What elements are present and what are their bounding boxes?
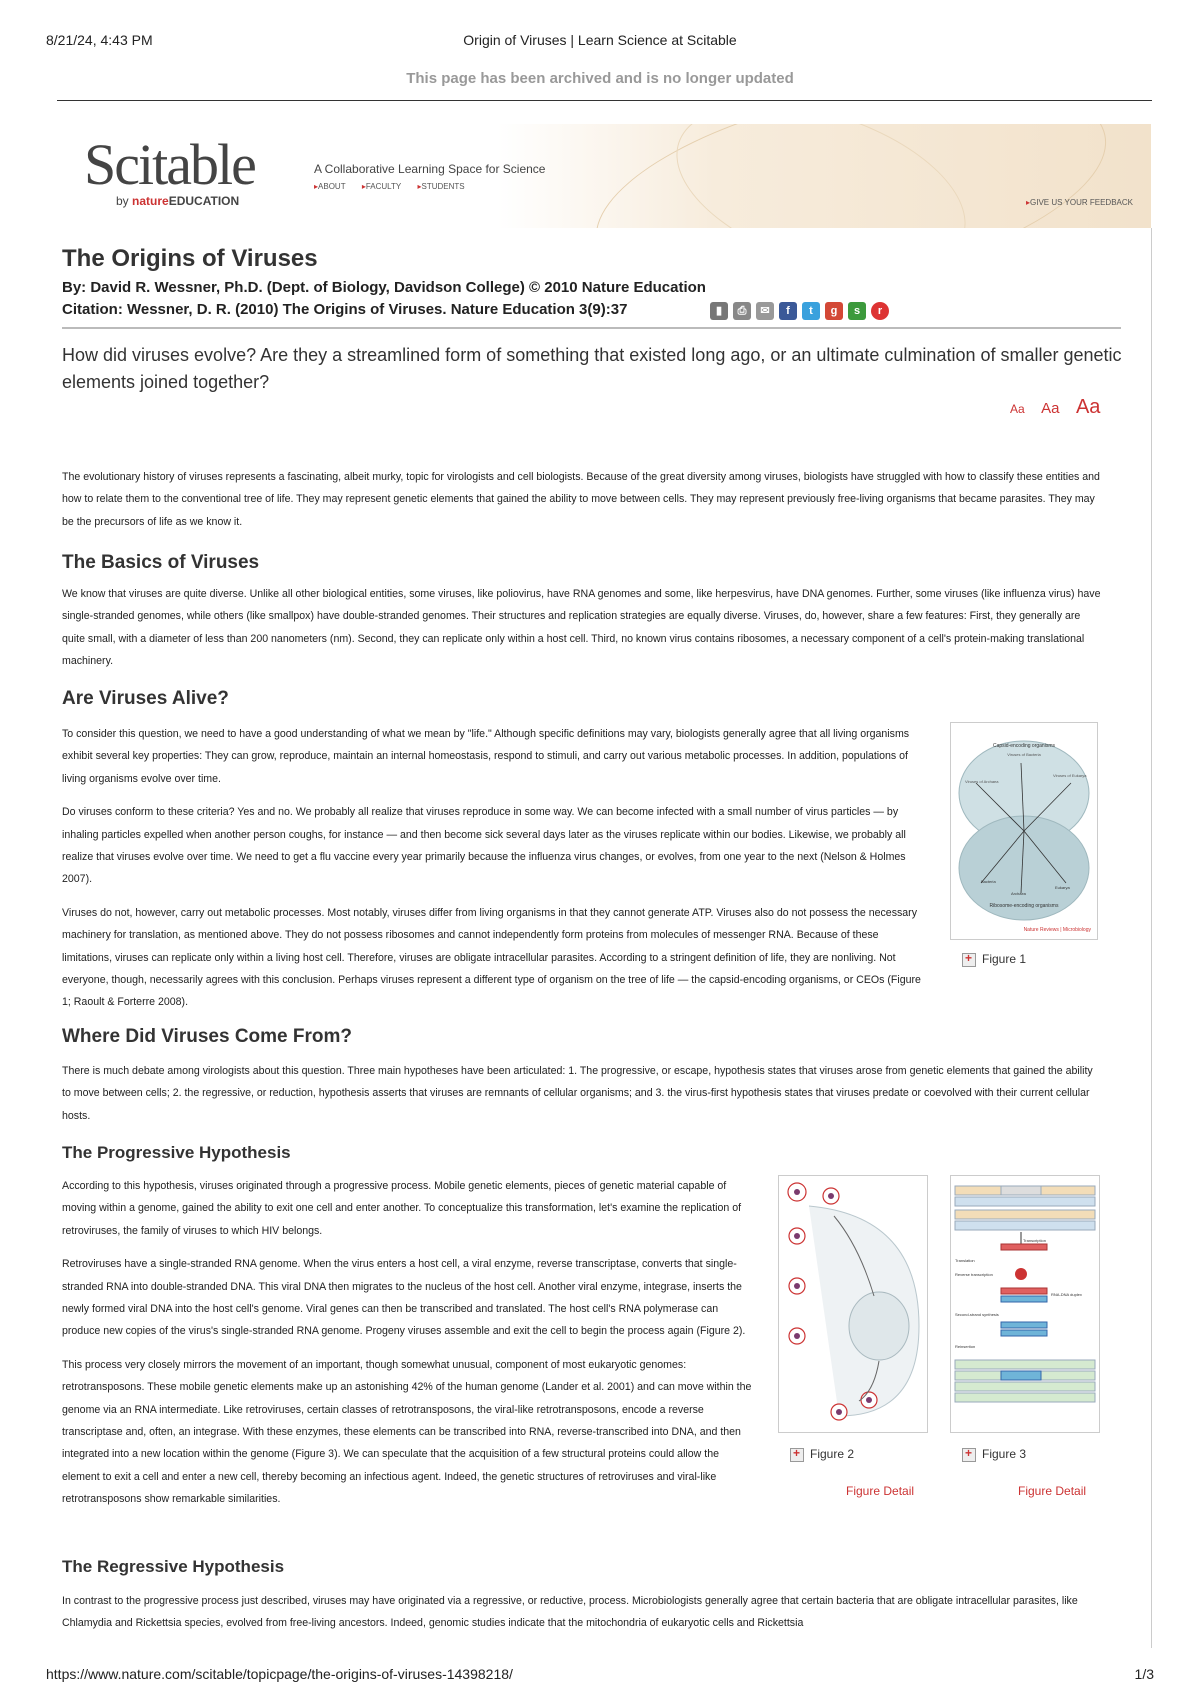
text-size-large[interactable]: Aa [1075, 396, 1101, 418]
print-date: 8/21/24, 4:43 PM [46, 32, 153, 48]
genome-strands-bottom [955, 1360, 1095, 1402]
step-label: Second-strand synthesis [955, 1312, 999, 1317]
figure-1-diagram [951, 723, 1097, 939]
reddit-icon[interactable]: r [871, 302, 889, 320]
feedback-link[interactable]: ▸ GIVE US YOUR FEEDBACK [1026, 198, 1133, 207]
virus-label: Viruses of Eukarya [1053, 773, 1087, 778]
section-heading: Are Viruses Alive? [62, 688, 229, 709]
paragraph: We know that viruses are quite diverse. Unlike all other biological entities, some viruses, like poliovirus, have RNA genomes and some, like herpesvirus, have DNA genomes. Further, some viruses (like influenza virus) have single-stranded genomes, while others (like smallpox) have double-stranded genomes. Their structures and replication strategies are equally diverse. Viruses, do, however, share a few features: First, they generally are quite small, with a diameter of less than 200 nanometers (nm). Second, they can replicate only within a host cell. Third, no known virus contains ribosomes, a necessary component of a cell's protein-making translational machinery. [62, 588, 1101, 668]
figure-3-thumbnail[interactable] [950, 1175, 1100, 1433]
stumbleupon-icon[interactable]: s [848, 302, 866, 320]
citation: Citation: Wessner, D. R. (2010) The Origins of Viruses. Nature Education 3(9):37 [62, 301, 628, 318]
tagline: A Collaborative Learning Space for Science [314, 162, 546, 176]
google-plus-icon[interactable]: g [825, 302, 843, 320]
genome-strands-top [955, 1186, 1095, 1230]
divider [57, 100, 1152, 101]
basics-section [62, 583, 1102, 684]
dna-strand [1001, 1330, 1047, 1336]
nav-students[interactable]: ▸ STUDENTS [417, 182, 464, 191]
text-size-medium[interactable]: Aa [1041, 400, 1060, 417]
article-title: The Origins of Viruses [62, 245, 318, 272]
domain-label: Archaea [1011, 891, 1026, 896]
reverse-transcriptase [1015, 1268, 1027, 1280]
logo-education: EDUCATION [168, 194, 240, 208]
regressive-section [62, 1590, 1102, 1636]
byline: By: David R. Wessner, Ph.D. (Dept. of Biology, Davidson College) © 2010 Nature Education [62, 279, 706, 296]
section-heading: The Regressive Hypothesis [62, 1557, 285, 1576]
paragraph: Do viruses conform to these criteria? Yes and no. We probably all realize that viruses reproduce in some way. We can become infected with a small number of virus particles — by inhaling particles expelled when another person coughs, for instance — and then become sick several days later as the viruses replicate within our bodies. Likewise, we probably all realize that viruses evolve over time. We need to get a flu vaccine every year primarily because the influenza virus changes, or evolves, from one year to the next (Nelson & Holmes 2007). [62, 806, 906, 886]
nucleus [849, 1292, 909, 1360]
figure-label: Figure 1 [982, 952, 1027, 966]
progressive-section [62, 1175, 754, 1522]
logo-nature: nature [132, 194, 169, 208]
virus-label: Viruses of Bacteria [1007, 752, 1041, 757]
step-label: Transcription [1023, 1238, 1046, 1243]
step-label: Reinsertion [955, 1344, 976, 1349]
figure-label: Figure 2 [810, 1447, 855, 1461]
enlarge-icon[interactable] [962, 953, 976, 967]
rna-transcript [1001, 1244, 1047, 1250]
figure-credit: Nature Reviews | Microbiology [1023, 927, 1091, 933]
paragraph: To consider this question, we need to have a good understanding of what we mean by "life." Although specific definitions may vary, biologists generally agree that all living organisms exhibit several key properties: They can grow, reproduce, maintain an internal homeostasis, respond to stimuli, and carry out various metabolic processes. In addition, populations of living organisms evolve over time. [62, 728, 910, 785]
where-section [62, 1060, 1102, 1138]
figure-1-thumbnail[interactable] [950, 722, 1098, 940]
share-toolbar [710, 302, 889, 320]
text-size-small[interactable]: Aa [1010, 402, 1025, 416]
figure-2-diagram [779, 1176, 927, 1432]
enlarge-icon[interactable] [962, 1448, 976, 1462]
paragraph: In contrast to the progressive process just described, viruses may have originated via a regressive, or reductive, process. Microbiologists generally agree that certain bacteria that are obligate intracellular parasites, like Chlamydia and Rickettsia species, evolved from free-living ancestors. Indeed, genomic studies indicate that the mitochondria of eukaryotic cells and Rickettsia [62, 1595, 1078, 1630]
paragraph: This process very closely mirrors the movement of an important, though somewhat unusual, component of most eukaryotic genomes: retrotransposons. These mobile genetic elements make up an astonishing 42% of the human genome (Lander et al. 2001) and can move within the genome via an RNA intermediate. Like retroviruses, certain classes of retrotransposons, the viral-like retrotransposons, encode a reverse transcriptase and, often, an integrase. With these enzymes, these elements can be transcribed into RNA, reverse-transcribed into DNA, and then integrated into a new location within the genome (Figure 3). We can speculate that the acquisition of a few structural proteins could allow the element to exit a cell and enter a new cell, thereby becoming an infectious agent. Indeed, the genetic structures of retroviruses and viral-like retrotransposons show remarkable similarities. [62, 1358, 752, 1506]
figure-3-caption[interactable] [962, 1447, 1026, 1462]
logo-by: by [116, 194, 129, 208]
section-heading: Where Did Viruses Come From? [62, 1026, 352, 1047]
section-heading: The Progressive Hypothesis [62, 1143, 291, 1162]
paragraph: According to this hypothesis, viruses originated through a progressive process. Mobile genetic elements, pieces of genetic material capable of moving within a genome, gained the ability to exit one cell and enter another. To conceptualize this transformation, let's examine the replication of retroviruses, the family of viruses to which HIV belongs. [62, 1180, 742, 1237]
divider [1151, 228, 1152, 1648]
section-heading: The Basics of Viruses [62, 552, 260, 573]
ribosome-label: Ribosome-encoding organisms [989, 903, 1059, 909]
domain-label: Eukarya [1055, 885, 1070, 890]
nav-faculty[interactable]: ▸ FACULTY [362, 182, 401, 191]
figure-1-caption[interactable] [962, 952, 1026, 967]
print-title: Origin of Viruses | Learn Science at Scitable [463, 32, 737, 48]
page-number: 1/3 [1134, 1666, 1154, 1682]
step-label: Reverse transcription [955, 1272, 993, 1277]
archived-notice: This page has been archived and is no longer updated [406, 70, 794, 87]
figure-3-detail-link[interactable]: Figure Detail [1018, 1484, 1087, 1498]
paragraph: Viruses do not, however, carry out metabolic processes. Most notably, viruses differ from living organisms in that they cannot generate ATP. Viruses also do not possess the necessary machinery for translation, as mentioned above. They do not possess ribosomes and cannot independently form proteins from molecules of messenger RNA. Because of these limitations, viruses can replicate only within a living host cell. Therefore, viruses are obligate intracellular parasites. According to a stringent definition of life, they are nonliving. Not everyone, though, necessarily agrees with this conclusion. Perhaps viruses represent a different type of organism on the tree of life — the capsid-encoding organisms, or CEOs (Figure 1; Raoult & Forterre 2008). [62, 906, 921, 1009]
email-icon[interactable]: ✉ [756, 302, 774, 320]
logo-wordmark: Scitable [84, 132, 255, 197]
nav-about[interactable]: ▸ ABOUT [314, 182, 346, 191]
print-header [0, 32, 1200, 52]
site-banner [62, 124, 1151, 228]
logo-byline [116, 194, 255, 208]
figure-label: Figure 3 [982, 1447, 1027, 1461]
step-label: Translation [955, 1258, 975, 1263]
domain-label: Bacteria [981, 879, 996, 884]
figure-3-diagram [951, 1176, 1099, 1432]
divider [62, 327, 1121, 329]
dna-strand [1001, 1322, 1047, 1328]
print-footer [46, 1666, 1154, 1682]
figure-2-thumbnail[interactable] [778, 1175, 928, 1433]
text-size-controls [1010, 396, 1112, 419]
print-icon[interactable]: ⎙ [733, 302, 751, 320]
twitter-icon[interactable]: t [802, 302, 820, 320]
banner-nav [314, 182, 479, 191]
rna-strand [1001, 1288, 1047, 1294]
alive-section [62, 723, 924, 1025]
paragraph: There is much debate among virologists about this question. Three main hypotheses have been articulated: 1. The progressive, or escape, hypothesis states that viruses arose from genetic elements that gained the ability to move between cells; 2. the regressive, or reduction, hypothesis asserts that viruses are remnants of cellular organisms; and 3. the virus-first hypothesis states that viruses predate or coevolved with their current cellular hosts. [62, 1065, 1093, 1122]
paragraph: Retroviruses have a single-stranded RNA genome. When the virus enters a host cell, a viral enzyme, reverse transcriptase, converts that single-stranded RNA into double-stranded DNA. This viral DNA then migrates to the nucleus of the host cell. Another viral enzyme, integrase, inserts the newly formed viral DNA into the host cell's genome. Viral genes can then be transcribed and translated. The host cell's RNA polymerase can produce new copies of the virus's single-stranded RNA genome. Progeny viruses assemble and exit the cell to begin the process again (Figure 2). [62, 1258, 746, 1338]
page-url: https://www.nature.com/scitable/topicpage/the-origins-of-viruses-14398218/ [46, 1666, 513, 1682]
figure-2-caption[interactable] [790, 1447, 854, 1462]
article-lead: How did viruses evolve? Are they a streamlined form of something that existed long ago, or an ultimate culmination of smaller genetic elements joined together? [62, 345, 1122, 392]
step-label: RNA-DNA duplex [1051, 1292, 1082, 1297]
scitable-logo[interactable] [84, 132, 255, 208]
intro-section [62, 466, 1102, 544]
capsid-label: Capsid-encoding organisms [993, 743, 1055, 749]
figure-2-detail-link[interactable]: Figure Detail [846, 1484, 915, 1498]
facebook-icon[interactable]: f [779, 302, 797, 320]
dna-strand [1001, 1296, 1047, 1302]
bookmark-icon[interactable]: ▮ [710, 302, 728, 320]
enlarge-icon[interactable] [790, 1448, 804, 1462]
virus-label: Viruses of Archaea [965, 779, 999, 784]
paragraph: The evolutionary history of viruses represents a fascinating, albeit murky, topic for virologists and cell biologists. Because of the great diversity among viruses, biologists have struggled with how to classify these entities and how to relate them to the conventional tree of life. They may represent genetic elements that gained the ability to move between cells. They may represent previously free-living organisms that became parasites. They may be the precursors of life as we know it. [62, 471, 1100, 528]
